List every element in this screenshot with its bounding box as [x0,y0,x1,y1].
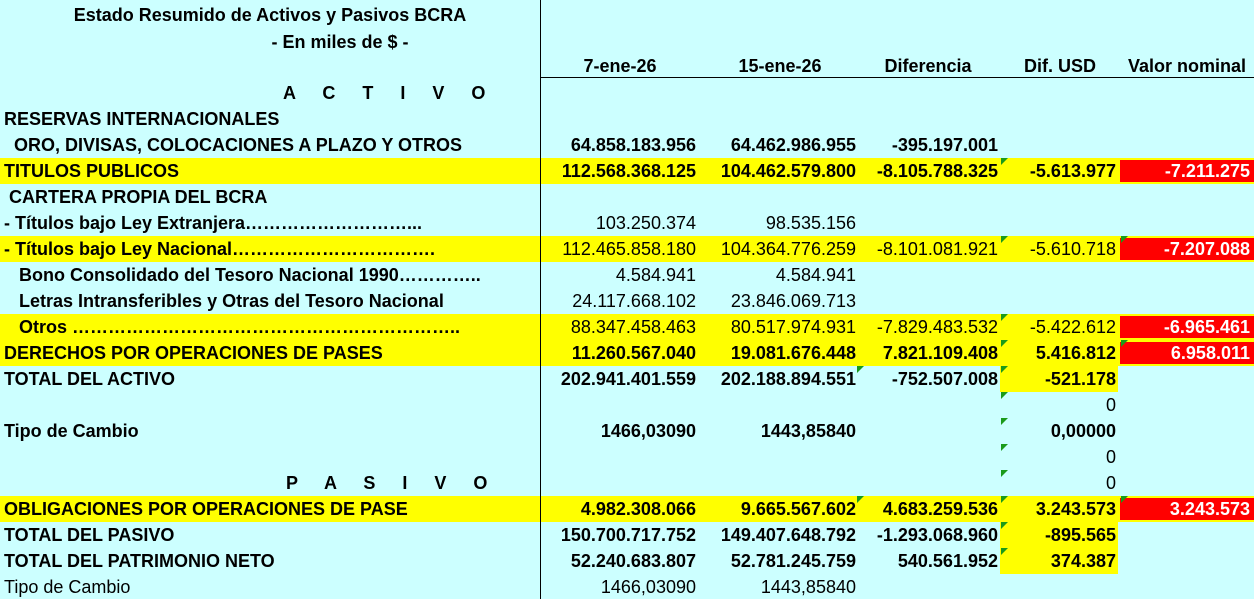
row-label: Otros ……………………………………………………….. [4,317,461,337]
table-cell: 4.683.259.536 [882,499,998,519]
row-label: TOTAL DEL PASIVO [4,525,175,545]
table-cell: 374.387 [1050,551,1116,571]
table-cell: 64.858.183.956 [570,135,696,155]
table-cell: 1443,85840 [760,577,856,597]
table-cell: 23.846.069.713 [730,291,856,311]
table-cell: 0,00000 [1050,421,1116,441]
column-header: 15-ene-26 [738,56,822,76]
table-cell: 3.243.573 [1035,499,1116,519]
column-header: Diferencia [884,56,972,76]
column-header: Valor nominal [1127,56,1247,76]
table-cell: -5.610.718 [1029,239,1116,259]
table-cell: 24.117.668.102 [572,291,696,311]
table-cell: 52.240.683.807 [570,551,696,571]
table-cell: 112.568.368.125 [561,161,696,181]
table-cell: 52.781.245.759 [730,551,856,571]
table-cell: 150.700.717.752 [560,525,696,545]
column-header: Dif. USD [1024,56,1096,76]
section-header-activo: A C T I V O [283,83,497,103]
row-label: TITULOS PUBLICOS [4,161,179,181]
table-cell: 98.535.156 [765,213,856,233]
table-cell: 1443,85840 [760,421,856,441]
table-cell: 64.462.986.955 [730,135,856,155]
table-cell: 0 [1105,447,1116,467]
table-cell: 540.561.952 [897,551,998,571]
table-cell: 80.517.974.931 [730,317,856,337]
table-cell: 103.250.374 [595,213,696,233]
table-cell: 6.958.011 [1170,343,1250,363]
table-cell: 3.243.573 [1169,499,1250,519]
page-title: Estado Resumido de Activos y Pasivos BCRA [73,5,467,25]
table-cell: -395.197.001 [891,135,998,155]
table-cell: 9.665.567.602 [740,499,856,519]
table-cell: 1466,03090 [600,421,696,441]
header-underline [540,77,1254,78]
table-cell: -7.211.275 [1164,161,1250,181]
table-cell: 88.347.458.463 [570,317,696,337]
table-cell: 4.584.941 [775,265,856,285]
table-cell: 112.465.858.180 [562,239,696,259]
row-label: RESERVAS INTERNACIONALES [4,109,280,129]
row-label: TOTAL DEL PATRIMONIO NETO [4,551,275,571]
table-cell: 104.462.579.800 [720,161,856,181]
table-cell: -7.207.088 [1163,239,1250,259]
table-cell: 19.081.676.448 [730,343,856,363]
table-cell: 1466,03090 [600,577,696,597]
table-cell: -752.507.008 [891,369,998,389]
row-label: Tipo de Cambio [4,577,131,597]
row-label: ORO, DIVISAS, COLOCACIONES A PLAZO Y OTROS [4,135,463,155]
row-label: Tipo de Cambio [4,421,139,441]
section-header-pasivo: P A S I V O [286,473,499,493]
row-label: CARTERA PROPIA DEL BCRA [4,187,268,207]
table-cell: 4.982.308.066 [580,499,696,519]
table-cell: -8.105.788.325 [876,161,998,181]
table-cell: 149.407.648.792 [720,525,856,545]
table-cell: -6.965.461 [1163,317,1250,337]
table-cell: -7.829.483.532 [876,317,998,337]
column-header: 7-ene-26 [583,56,657,76]
row-label: OBLIGACIONES POR OPERACIONES DE PASE [4,499,408,519]
row-label: Bono Consolidado del Tesoro Nacional 1990………….. [4,265,481,285]
table-cell: -1.293.068.960 [876,525,998,545]
table-cell: 104.364.776.259 [720,239,856,259]
row-label: DERECHOS POR OPERACIONES DE PASES [4,343,383,363]
table-cell: 202.941.401.559 [560,369,696,389]
row-label: TOTAL DEL ACTIVO [4,369,176,389]
table-cell: 0 [1105,473,1116,493]
table-cell: -521.178 [1044,369,1116,389]
row-label: - Títulos bajo Ley Nacional……………………………. [4,239,436,259]
table-cell: -5.613.977 [1029,161,1116,181]
table-cell: -895.565 [1044,525,1116,545]
table-cell: 5.416.812 [1035,343,1116,363]
table-cell: 11.260.567.040 [571,343,696,363]
table-cell: -5.422.612 [1029,317,1116,337]
table-cell: 0 [1105,395,1116,415]
row-label: - Títulos bajo Ley Extranjera………………………... [4,213,423,233]
page-subtitle: - En miles de $ - [271,32,409,52]
table-cell: -8.101.081.921 [876,239,998,259]
row-label: Letras Intransferibles y Otras del Tesoro Nacional [4,291,444,311]
table-cell: 7.821.109.408 [882,343,998,363]
table-cell: 4.584.941 [615,265,696,285]
table-cell: 202.188.894.551 [720,369,856,389]
